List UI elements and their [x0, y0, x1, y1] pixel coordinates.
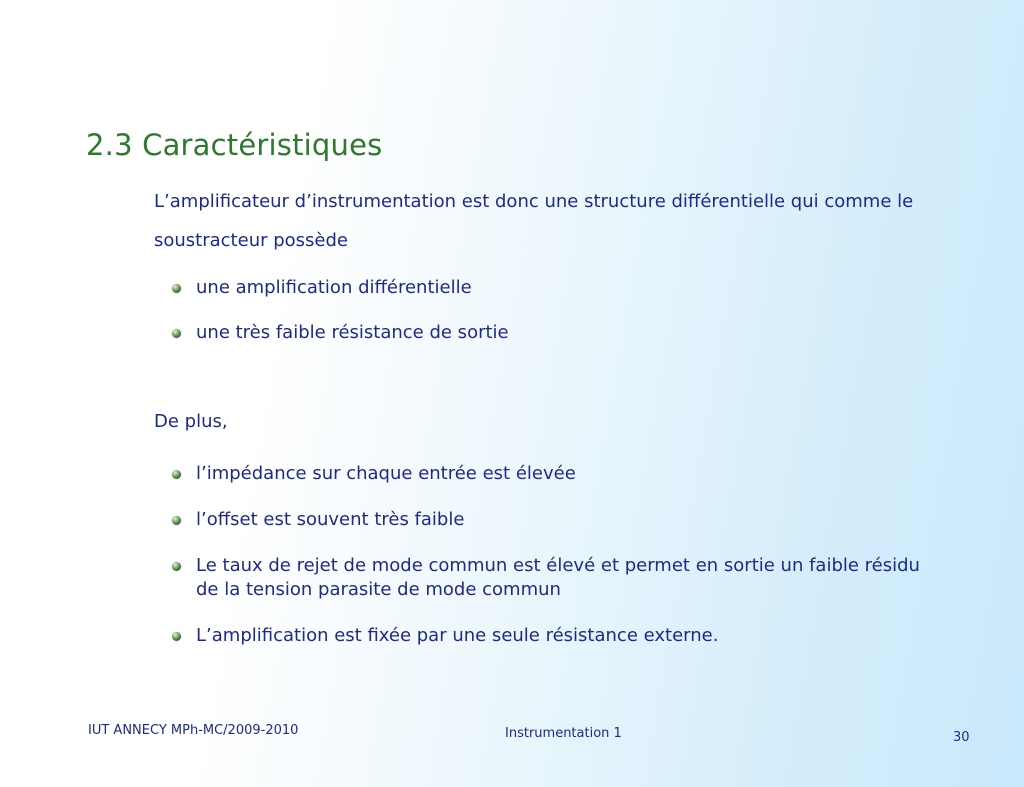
bullet-list-properties	[172, 276, 509, 366]
slide-title: 2.3 Caractéristiques	[86, 128, 383, 162]
list-item-text: L’amplification est fixée par une seule résistance externe.	[196, 625, 719, 646]
bullet-icon	[172, 329, 181, 338]
list-item-text: l’impédance sur chaque entrée est élevée	[196, 463, 576, 484]
bullet-icon	[172, 284, 181, 293]
list-item	[172, 554, 932, 602]
bullet-icon	[172, 516, 181, 525]
list-item	[172, 624, 932, 648]
bullet-icon	[172, 562, 181, 571]
bullet-icon	[172, 470, 181, 479]
footer-course: Instrumentation 1	[505, 726, 622, 741]
list-item	[172, 276, 509, 300]
list-item	[172, 508, 932, 532]
list-item-text: une très faible résistance de sortie	[196, 322, 509, 343]
list-item-text: une amplification différentielle	[196, 277, 472, 298]
list-item-text: l’offset est souvent très faible	[196, 509, 465, 530]
list-item	[172, 321, 509, 345]
list-item	[172, 462, 932, 486]
page-number: 30	[953, 730, 970, 745]
bullet-icon	[172, 632, 181, 641]
list-item-text: Le taux de rejet de mode commun est élevé et permet en sortie un faible résidu de la tension parasite de mode commun	[196, 555, 920, 600]
subheading: De plus,	[154, 411, 228, 432]
bullet-list-additional	[172, 462, 932, 670]
intro-paragraph: L’amplificateur d’instrumentation est donc une structure différentielle qui comme le soustracteur possède	[154, 191, 914, 251]
footer-institution: IUT ANNECY MPh-MC/2009-2010	[88, 723, 299, 738]
